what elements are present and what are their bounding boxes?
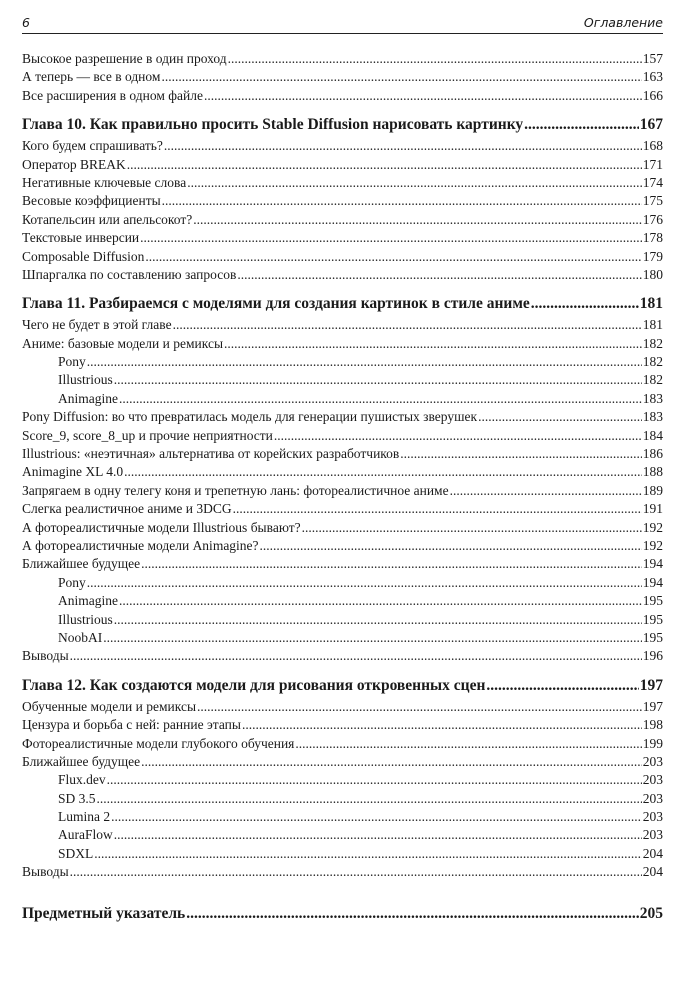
dot-leader bbox=[162, 193, 642, 209]
toc-entry[interactable] bbox=[22, 464, 663, 482]
toc-entry[interactable] bbox=[22, 157, 663, 175]
dot-leader bbox=[114, 827, 642, 843]
dot-leader bbox=[114, 612, 642, 628]
toc-title: Цензура и борьба с ней: ранние этапы bbox=[22, 717, 241, 733]
toc-entry[interactable] bbox=[22, 538, 663, 556]
toc-title: Pony Diffusion: во что превратилась модель для генерации пушистых зверушек bbox=[22, 409, 478, 425]
toc-title: Текстовые инверсии bbox=[22, 230, 140, 246]
dot-leader bbox=[524, 116, 639, 134]
toc-title: Pony bbox=[58, 354, 86, 370]
toc-subentry[interactable] bbox=[22, 772, 663, 790]
dot-leader bbox=[204, 88, 642, 104]
toc-entry[interactable] bbox=[22, 409, 663, 427]
toc-entry[interactable] bbox=[22, 267, 663, 285]
toc-title: Кого будем спрашивать? bbox=[22, 138, 163, 154]
toc-entry[interactable] bbox=[22, 864, 663, 882]
toc-page-number: 188 bbox=[642, 464, 663, 480]
toc-entry[interactable] bbox=[22, 317, 663, 335]
toc-page-number: 195 bbox=[642, 593, 663, 609]
dot-leader bbox=[161, 69, 641, 85]
toc-entry[interactable] bbox=[22, 249, 663, 267]
toc-page-number: 178 bbox=[642, 230, 663, 246]
toc-title: Illustrious: «неэтичная» альтернатива от корейских разработчиков bbox=[22, 446, 400, 462]
toc-page-number: 203 bbox=[642, 753, 663, 769]
toc-entry[interactable] bbox=[22, 717, 663, 735]
toc-subentry[interactable] bbox=[22, 372, 663, 390]
toc-title: Аниме: базовые модели и ремиксы bbox=[22, 335, 224, 351]
toc-title: А фотореалистичные модели Animagine? bbox=[22, 537, 259, 553]
toc-page-number: 191 bbox=[642, 501, 663, 517]
toc-entry[interactable] bbox=[22, 501, 663, 519]
toc-page-number: 189 bbox=[642, 482, 663, 498]
toc-page-number: 184 bbox=[642, 427, 663, 443]
toc-title: Запрягаем в одну телегу коня и трепетную лань: фотореалистичное аниме bbox=[22, 482, 449, 498]
dot-leader bbox=[87, 575, 642, 591]
toc-subentry[interactable] bbox=[22, 846, 663, 864]
toc-entry[interactable] bbox=[22, 230, 663, 248]
toc-subentry[interactable] bbox=[22, 354, 663, 372]
toc-page-number: 168 bbox=[642, 138, 663, 154]
dot-leader bbox=[274, 428, 642, 444]
toc-entry[interactable] bbox=[22, 520, 663, 538]
toc-entry[interactable] bbox=[22, 736, 663, 754]
dot-leader bbox=[114, 372, 642, 388]
toc-title: Composable Diffusion bbox=[22, 248, 145, 264]
toc-title: Выводы bbox=[22, 648, 69, 664]
toc-page-number: 192 bbox=[642, 537, 663, 553]
toc-title: Глава 11. Разбираемся с моделями для создания картинок в стиле аниме bbox=[22, 295, 530, 313]
toc-page-number: 194 bbox=[642, 556, 663, 572]
toc-chapter[interactable] bbox=[22, 295, 663, 317]
toc-page-number: 181 bbox=[642, 317, 663, 333]
toc-entry[interactable] bbox=[22, 754, 663, 772]
dot-leader bbox=[173, 317, 642, 333]
toc-index[interactable] bbox=[22, 905, 663, 927]
dot-leader bbox=[450, 483, 642, 499]
toc-title: NoobAI bbox=[58, 629, 103, 645]
toc-page-number: 203 bbox=[642, 809, 663, 825]
toc-title: Illustrious bbox=[58, 372, 113, 388]
toc-subentry[interactable] bbox=[22, 391, 663, 409]
toc-title: Score_9, score_8_up и прочие неприятности bbox=[22, 427, 273, 443]
dot-leader bbox=[224, 336, 642, 352]
toc-page-number: 197 bbox=[639, 676, 663, 694]
toc-subentry[interactable] bbox=[22, 593, 663, 611]
toc-subentry[interactable] bbox=[22, 575, 663, 593]
toc-page-number: 175 bbox=[642, 193, 663, 209]
dot-leader bbox=[119, 593, 642, 609]
toc-subentry[interactable] bbox=[22, 791, 663, 809]
toc-entry[interactable] bbox=[22, 483, 663, 501]
toc-title: Весовые коэффициенты bbox=[22, 193, 161, 209]
toc-entry[interactable] bbox=[22, 699, 663, 717]
dot-leader bbox=[145, 249, 641, 265]
dot-leader bbox=[141, 754, 642, 770]
toc-title: Ближайшее будущее bbox=[22, 753, 141, 769]
dot-leader bbox=[242, 717, 642, 733]
toc-entry[interactable] bbox=[22, 88, 663, 106]
toc-page-number: 166 bbox=[642, 87, 663, 103]
toc-entry[interactable] bbox=[22, 69, 663, 87]
toc-page-number: 186 bbox=[642, 446, 663, 462]
dot-leader bbox=[478, 409, 642, 425]
toc-page-number: 203 bbox=[642, 790, 663, 806]
toc-title: Чего не будет в этой главе bbox=[22, 317, 172, 333]
toc-page-number: 194 bbox=[642, 574, 663, 590]
toc-subentry[interactable] bbox=[22, 630, 663, 648]
toc-subentry[interactable] bbox=[22, 827, 663, 845]
dot-leader bbox=[97, 791, 642, 807]
toc-page-number: 205 bbox=[639, 904, 663, 922]
toc-page-number: 176 bbox=[642, 211, 663, 227]
toc-page-number: 203 bbox=[642, 827, 663, 843]
toc-entry[interactable] bbox=[22, 51, 663, 69]
toc-page-number: 198 bbox=[642, 717, 663, 733]
toc-title: Слегка реалистичное аниме и 3DCG bbox=[22, 501, 232, 517]
dot-leader bbox=[87, 354, 642, 370]
toc-page-number: 163 bbox=[642, 69, 663, 85]
table-of-contents bbox=[22, 51, 663, 927]
toc-title: SDXL bbox=[58, 845, 94, 861]
dot-leader bbox=[197, 699, 642, 715]
toc-entry[interactable] bbox=[22, 648, 663, 666]
toc-title: Animagine XL 4.0 bbox=[22, 464, 124, 480]
toc-title: Illustrious bbox=[58, 611, 113, 627]
toc-page-number: 192 bbox=[642, 519, 663, 535]
toc-page-number: 182 bbox=[642, 335, 663, 351]
toc-title: А теперь — все в одном bbox=[22, 69, 161, 85]
dot-leader bbox=[70, 864, 642, 880]
dot-leader bbox=[111, 809, 642, 825]
toc-page-number: 167 bbox=[639, 116, 663, 134]
dot-leader bbox=[140, 230, 642, 246]
dot-leader bbox=[233, 501, 642, 517]
toc-page-number: 195 bbox=[642, 629, 663, 645]
toc-page-number: 204 bbox=[642, 845, 663, 861]
toc-page-number: 183 bbox=[642, 409, 663, 425]
toc-entry[interactable] bbox=[22, 446, 663, 464]
dot-leader bbox=[107, 772, 642, 788]
toc-page-number: 182 bbox=[642, 372, 663, 388]
toc-page-number: 204 bbox=[642, 864, 663, 880]
toc-page-number: 180 bbox=[642, 266, 663, 282]
page-number: 6 bbox=[22, 15, 30, 30]
toc-subentry[interactable] bbox=[22, 612, 663, 630]
dot-leader bbox=[103, 630, 642, 646]
toc-title: Выводы bbox=[22, 864, 69, 880]
toc-title: Animagine bbox=[58, 593, 118, 609]
running-title: Оглавление bbox=[583, 15, 663, 30]
toc-title: Глава 12. Как создаются модели для рисования откровенных сцен bbox=[22, 676, 486, 694]
toc-title: Высокое разрешение в один проход bbox=[22, 51, 227, 66]
toc-title: Негативные ключевые слова bbox=[22, 174, 187, 190]
dot-leader bbox=[400, 446, 641, 462]
toc-subentry[interactable] bbox=[22, 809, 663, 827]
toc-title: Lumina 2 bbox=[58, 809, 111, 825]
toc-title: Глава 10. Как правильно просить Stable Diffusion нарисовать картинку bbox=[22, 116, 524, 134]
dot-leader bbox=[260, 538, 642, 554]
dot-leader bbox=[302, 520, 642, 536]
toc-title: Шпаргалка по составлению запросов bbox=[22, 266, 237, 282]
dot-leader bbox=[187, 175, 642, 191]
toc-entry[interactable] bbox=[22, 175, 663, 193]
dot-leader bbox=[531, 295, 639, 313]
toc-entry[interactable] bbox=[22, 556, 663, 574]
dot-leader bbox=[127, 157, 642, 173]
toc-page-number: 183 bbox=[642, 390, 663, 406]
toc-title: Оператор BREAK bbox=[22, 156, 126, 172]
dot-leader bbox=[119, 391, 642, 407]
toc-page-number: 197 bbox=[642, 698, 663, 714]
running-header bbox=[22, 13, 663, 34]
toc-title: Предметный указатель bbox=[22, 904, 186, 922]
toc-entry[interactable] bbox=[22, 336, 663, 354]
dot-leader bbox=[295, 736, 641, 752]
toc-page-number: 195 bbox=[642, 611, 663, 627]
dot-leader bbox=[186, 905, 639, 923]
toc-page-number: 199 bbox=[642, 735, 663, 751]
toc-page-number: 174 bbox=[642, 174, 663, 190]
dot-leader bbox=[94, 846, 641, 862]
toc-title: Все расширения в одном файле bbox=[22, 87, 203, 103]
toc-title: А фотореалистичные модели Illustrious бывают? bbox=[22, 519, 301, 535]
toc-title: Фотореалистичные модели глубокого обучения bbox=[22, 735, 295, 751]
toc-chapter[interactable] bbox=[22, 677, 663, 699]
toc-title: SD 3.5 bbox=[58, 790, 96, 806]
toc-page-number: 157 bbox=[642, 51, 663, 66]
toc-page-number: 203 bbox=[642, 772, 663, 788]
toc-page-number: 179 bbox=[642, 248, 663, 264]
toc-title: Обученные модели и ремиксы bbox=[22, 698, 197, 714]
toc-entry[interactable] bbox=[22, 138, 663, 156]
toc-title: AuraFlow bbox=[58, 827, 113, 843]
toc-page-number: 182 bbox=[642, 354, 663, 370]
toc-title: Flux.dev bbox=[58, 772, 106, 788]
dot-leader bbox=[141, 556, 642, 572]
toc-title: Ближайшее будущее bbox=[22, 556, 141, 572]
toc-page-number: 196 bbox=[642, 648, 663, 664]
toc-title: Котапельсин или апельсокот? bbox=[22, 211, 193, 227]
toc-title: Animagine bbox=[58, 390, 118, 406]
dot-leader bbox=[124, 464, 642, 480]
dot-leader bbox=[228, 51, 642, 67]
toc-chapter[interactable] bbox=[22, 116, 663, 138]
dot-leader bbox=[237, 267, 641, 283]
dot-leader bbox=[164, 138, 642, 154]
toc-entry[interactable] bbox=[22, 212, 663, 230]
toc-title: Pony bbox=[58, 574, 86, 590]
dot-leader bbox=[193, 212, 641, 228]
dot-leader bbox=[486, 677, 638, 695]
toc-page-number: 171 bbox=[642, 156, 663, 172]
toc-entry[interactable] bbox=[22, 193, 663, 211]
dot-leader bbox=[70, 648, 642, 664]
toc-entry[interactable] bbox=[22, 428, 663, 446]
toc-page-number: 181 bbox=[639, 295, 663, 313]
